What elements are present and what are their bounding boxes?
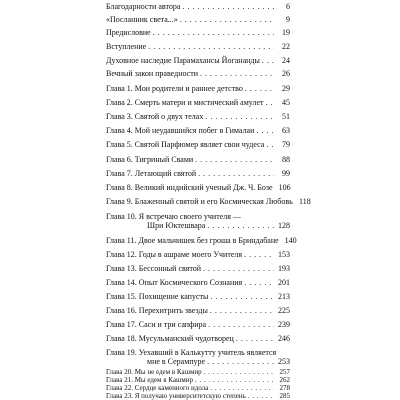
toc-entry-page: 22	[282, 42, 290, 51]
toc-entry	[106, 56, 290, 65]
toc-entry	[106, 69, 290, 78]
leader-dots	[198, 169, 274, 178]
toc-entry	[106, 306, 290, 315]
toc-entry-page: 213	[278, 292, 290, 301]
toc-entry-page: 51	[282, 112, 290, 121]
toc-entry	[106, 84, 290, 93]
toc-entry-page: 19	[282, 28, 290, 37]
leader-dots	[200, 69, 274, 78]
leader-dots	[207, 221, 274, 230]
leader-dots	[236, 334, 274, 343]
toc-entry-title: Глава 14. Опыт Космического Сознания	[106, 278, 243, 287]
leader-dots	[153, 28, 274, 37]
toc-entry-title: Глава 19. Уехавший в Калькутту учитель является	[106, 348, 277, 357]
leader-dots	[210, 306, 274, 315]
leader-dots	[265, 98, 274, 107]
leader-dots	[208, 320, 274, 329]
toc-entry	[106, 112, 290, 121]
toc-entry-page: 225	[278, 306, 290, 315]
toc-entry-title: Глава 11. Двое мальчишек без гроша в Бриндабане	[106, 236, 279, 245]
toc-entry-page: 201	[278, 278, 290, 287]
toc-entry-page: 24	[282, 56, 290, 65]
toc-entry-page: 128	[278, 221, 290, 230]
toc-entry	[106, 368, 290, 376]
toc-entry-title: Глава 16. Перехитрить звезды	[106, 306, 208, 315]
leader-dots	[244, 250, 274, 259]
toc-entry-title-continued: Шри Юктешвара	[147, 221, 206, 230]
leader-dots	[262, 56, 274, 65]
toc-entry-title: Глава 21. Мы едем в Кашмир	[106, 376, 194, 384]
toc-entry-page: 6	[286, 2, 290, 11]
toc-entry-title: Глава 3. Святой о двух телах	[106, 112, 204, 121]
toc-entry	[106, 2, 290, 11]
toc-entry-page: 26	[282, 69, 290, 78]
toc-entry	[106, 140, 290, 149]
toc-entry-page: 257	[279, 368, 290, 376]
toc-entry-page: 45	[282, 98, 290, 107]
toc-entry	[106, 278, 290, 287]
toc-entry-page: 246	[278, 334, 290, 343]
toc-entry-title: Глава 15. Похищение капусты	[106, 292, 209, 301]
toc-entry-title: Вечный закон праведности	[106, 69, 199, 78]
toc-entry-page: 118	[299, 197, 311, 206]
leader-dots	[195, 155, 274, 164]
leader-dots	[256, 126, 274, 135]
toc-entry-page: 140	[284, 236, 297, 245]
toc-entry-title: Глава 18. Мусульманский чудотворец	[106, 334, 234, 343]
toc-entry	[106, 264, 290, 273]
toc-entry-page: 278	[279, 384, 290, 392]
toc-entry	[106, 292, 290, 301]
leader-dots	[195, 376, 274, 384]
toc-entry-title: Глава 4. Мой неудавшийся побег в Гималаи	[106, 126, 255, 135]
toc-entry-title: Благодарности автора	[106, 2, 181, 11]
toc-entry	[106, 28, 290, 37]
leader-dots	[266, 140, 274, 149]
toc-entry	[106, 212, 290, 230]
toc-entry-page: 285	[279, 392, 290, 400]
leader-dots	[244, 278, 274, 287]
toc-entry-title: Предисловие	[106, 28, 151, 37]
toc-entry-page: 99	[282, 169, 290, 178]
toc-entry-title: Глава 7. Летающий святой	[106, 169, 197, 178]
toc-entry-page: 262	[279, 376, 290, 384]
toc-entry-page: 79	[282, 140, 290, 149]
toc-entry-page: 193	[278, 264, 290, 273]
toc-entry	[106, 183, 290, 192]
toc-entry	[106, 334, 290, 343]
leader-dots	[148, 42, 274, 51]
toc-entry-title-continued: мне в Серампуре	[147, 357, 206, 366]
toc-entry-title: «Посланник света...»	[106, 15, 178, 24]
toc-entry-page: 63	[282, 126, 290, 135]
toc-entry-title: Глава 22. Сердце каменного идола	[106, 384, 209, 392]
toc-entry	[106, 126, 290, 135]
leader-dots	[182, 2, 274, 11]
toc-entry-page: 88	[282, 155, 290, 164]
toc-entry-title: Глава 6. Тигриный Свами	[106, 155, 194, 164]
toc-entry-title: Глава 17. Саси и три сапфира	[106, 320, 207, 329]
toc-entry-page: 29	[282, 84, 290, 93]
toc-entry	[106, 236, 297, 245]
toc-entry-title: Глава 9. Блаженный святой и его Космическая Любовь	[106, 197, 293, 206]
toc-entry-title: Глава 1. Мои родители и раннее детство	[106, 84, 243, 93]
leader-dots	[245, 84, 274, 93]
toc-entry	[106, 384, 290, 392]
toc-entry	[106, 250, 290, 259]
toc-entry	[106, 392, 290, 400]
toc-entry-title: Глава 5. Святой Парфюмер являет свои чудеса	[106, 140, 265, 149]
toc-entry-page: 239	[278, 320, 290, 329]
toc-entry	[106, 320, 290, 329]
toc-entry-page: 106	[278, 183, 291, 192]
leader-dots	[205, 112, 274, 121]
toc-entry	[106, 42, 290, 51]
toc-entry-title: Глава 13. Бессонный святой	[106, 264, 202, 273]
toc-entry-title: Глава 23. Я получаю университетскую степень	[106, 392, 246, 400]
toc-entry-title: Глава 8. Великий индийский ученый Дж. Ч. Бозе	[106, 183, 273, 192]
toc-entry-title: Духовное наследие Парамахансы Йогананды	[106, 56, 260, 65]
toc-entry	[106, 98, 290, 107]
leader-dots	[204, 368, 274, 376]
leader-dots	[248, 392, 274, 400]
toc-entry-page: 253	[278, 357, 290, 366]
toc-entry	[106, 197, 311, 206]
toc-entry-page: 153	[278, 250, 290, 259]
toc-entry	[106, 348, 290, 366]
leader-dots	[210, 292, 274, 301]
toc-entry-page: 9	[286, 15, 290, 24]
toc-entry	[106, 15, 290, 24]
leader-dots	[210, 384, 274, 392]
leader-dots	[180, 15, 274, 24]
leader-dots	[203, 264, 274, 273]
toc-entry-title: Глава 10. Я встречаю своего учителя —	[106, 212, 241, 221]
toc-entry	[106, 155, 290, 164]
toc-entry-title: Вступление	[106, 42, 147, 51]
toc-entry-title: Глава 20. Мы не едем в Кашмир	[106, 368, 202, 376]
toc-entry-title: Глава 2. Смерть матери и мистический амулет	[106, 98, 264, 107]
toc-entry	[106, 169, 290, 178]
toc-entry-title: Глава 12. Годы в ашраме моего Учителя	[106, 250, 243, 259]
leader-dots	[207, 357, 274, 366]
toc-entry	[106, 376, 290, 384]
